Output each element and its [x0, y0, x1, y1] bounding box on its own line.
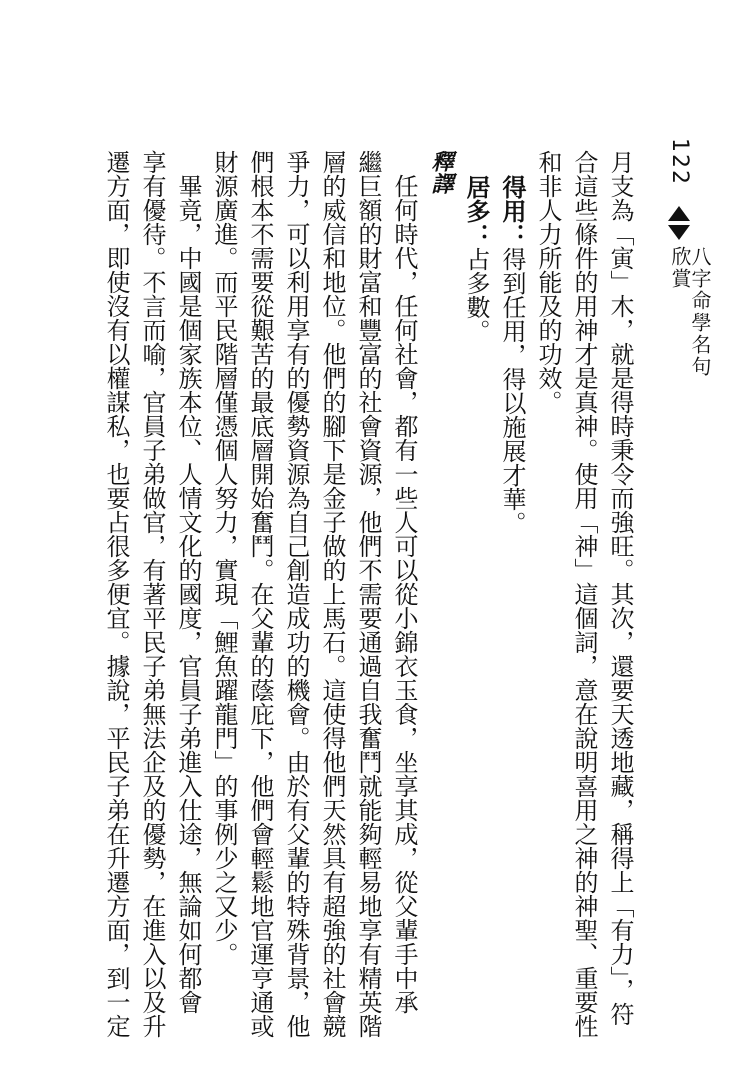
- book-title: 八字命學名句欣賞: [668, 246, 712, 378]
- text-column: 和非人力所能及的功效。: [534, 150, 562, 414]
- definition-text: 占多數。: [462, 247, 490, 343]
- section-heading: 釋譯: [428, 150, 454, 194]
- text-column: 繼巨額的財富和豐富的社會資源，他們不需要通過自我奮鬥就能夠輕易地享有精英階: [354, 150, 382, 1038]
- text-column: 遷方面，即使沒有以權謀私，也要占很多便宜。據說，平民子弟在升遷方面，到一定: [102, 150, 130, 1038]
- page-number: 122: [667, 138, 692, 186]
- text-column: 任何時代，任何社會，都有一些人可以從小錦衣玉食，坐享其成，從父輩手中承: [390, 150, 418, 1014]
- text-column: 月支為「寅」木，就是得時秉令而強旺。其次，還要天透地藏，稱得上「有力」，符: [606, 150, 634, 1026]
- text-column: 享有優待。不言而喻，官員子弟做官，有著平民子弟無法企及的優勢，在進入以及升: [138, 150, 166, 1038]
- definition-item: [462, 175, 490, 343]
- text-column: 合這些條件的用神才是真神。使用「神」這個詞，意在說明喜用之神的神聖、重要性: [570, 150, 598, 1038]
- definition-text: 得到任用，得以施展才華。: [498, 247, 526, 535]
- definition-item: [498, 175, 526, 535]
- text-column: 財源廣進。而平民階層僅憑個人努力，實現「鯉魚躍龍門」的事例少之又少。: [210, 150, 238, 966]
- text-column: 爭力，可以利用享有的優勢資源為自己創造成功的機會。由於有父輩的特殊背景，他: [282, 150, 310, 1038]
- page-header: [660, 138, 712, 398]
- text-column: 畢竟，中國是個家族本位、人情文化的國度，官員子弟進入仕途，無論如何都會: [174, 150, 202, 1014]
- diamond-marker-icon: [668, 206, 690, 240]
- definition-term: 居多：: [462, 175, 490, 247]
- text-column: 層的威信和地位。他們的腳下是金子做的上馬石。這使得他們天然具有超強的社會競: [318, 150, 346, 1038]
- definition-term: 得用：: [498, 175, 526, 247]
- text-column: 們根本不需要從艱苦的最底層開始奮鬥。在父輩的蔭庇下，他們會輕鬆地官運亨通或: [246, 150, 274, 1038]
